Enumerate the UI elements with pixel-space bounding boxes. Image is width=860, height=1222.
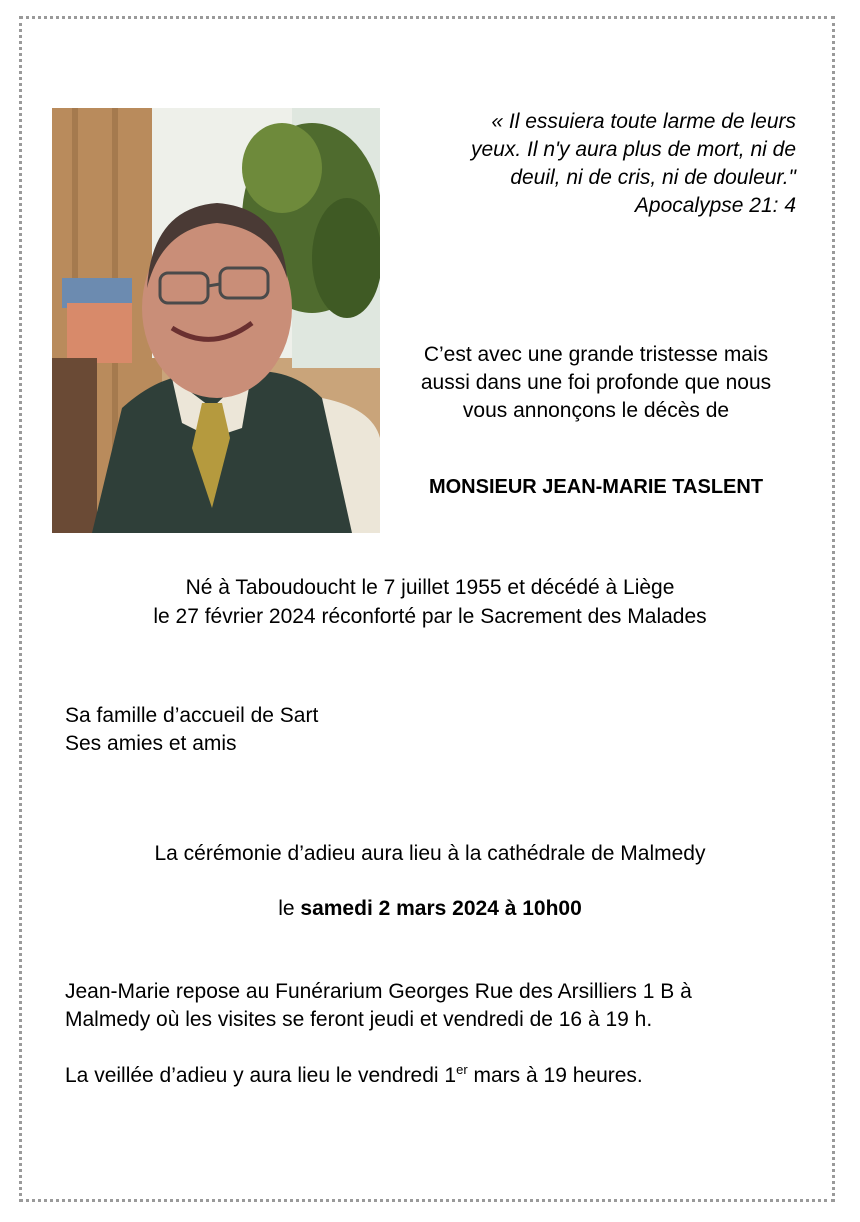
bible-quote	[400, 108, 796, 220]
quote-reference: Apocalypse 21: 4	[634, 194, 796, 217]
quote-line: yeux. Il n'y aura plus de mort, ni de	[470, 138, 796, 161]
repose-info	[65, 978, 805, 1034]
family-line: Ses amies et amis	[65, 732, 237, 755]
vigil-info	[65, 1062, 805, 1090]
date-prefix: le	[278, 897, 301, 920]
family-line: Sa famille d’accueil de Sart	[65, 704, 319, 727]
ceremony-date	[40, 895, 820, 923]
quote-line: deuil, ni de cris, ni de douleur."	[510, 166, 796, 189]
intro-line: C’est avec une grande tristesse mais	[423, 343, 769, 366]
date-bold: samedi 2 mars 2024 à 10h00	[300, 897, 582, 920]
deceased-name: MONSIEUR JEAN-MARIE TASLENT	[428, 476, 764, 498]
intro-line: aussi dans une foi profonde que nous	[420, 371, 772, 394]
death-line: le 27 février 2024 réconforté par le Sacrement des Malades	[153, 605, 707, 628]
vigil-sup: er	[456, 1062, 468, 1077]
family-list	[65, 702, 318, 758]
portrait-photo	[52, 108, 380, 533]
vigil-text-end: mars à 19 heures.	[467, 1064, 643, 1087]
announcement-intro	[384, 341, 808, 425]
birth-death-info	[40, 573, 820, 631]
repose-line: Malmedy où les visites se feront jeudi et vendredi de 16 à 19 h.	[65, 1008, 653, 1031]
ceremony-info: La cérémonie d’adieu aura lieu à la cathédrale de Malmedy	[154, 842, 706, 865]
repose-line: Jean-Marie repose au Funérarium Georges Rue des Arsilliers 1 B à	[65, 980, 692, 1003]
birth-line: Né à Taboudoucht le 7 juillet 1955 et décédé à Liège	[185, 576, 675, 599]
vigil-text: La veillée d’adieu y aura lieu le vendredi 1	[65, 1064, 457, 1087]
quote-line: « Il essuiera toute larme de leurs	[491, 110, 796, 133]
intro-line: vous annonçons le décès de	[462, 399, 730, 422]
